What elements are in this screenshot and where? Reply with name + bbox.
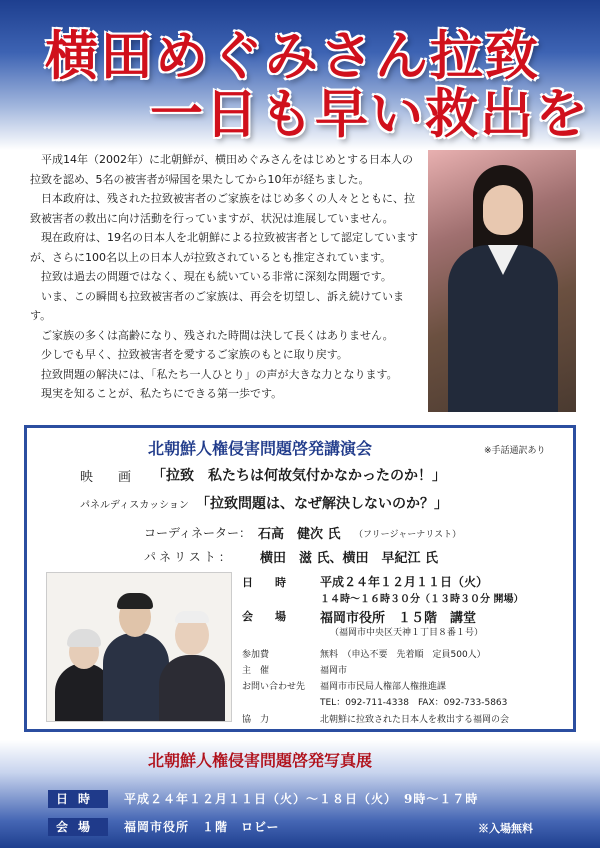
exhibit-venue-value: 福岡市役所 １階 ロビー [124, 820, 280, 834]
panelist-names: 横田 滋 氏、横田 早紀江 氏 [260, 551, 439, 566]
title-line-1: 横田めぐみさん拉致 [45, 25, 540, 87]
coop-label: 協 力 [242, 715, 270, 725]
paragraph: ご家族の多くは高齢になり、残された時間は決して長くはありません。 [41, 328, 394, 342]
panel-label: パネルディスカッション [80, 500, 189, 511]
fee-value: 無料 （申込不要 先着順 定員500人） [320, 650, 486, 660]
paragraph: 日本政府は、残された拉致被害者のご家族をはじめ多くの人々とともに、拉致被害者の救出に向け活動を行っていますが、状況は進展していません。 [30, 192, 415, 225]
paragraph: 現実を知ることが、私たちにできる第一歩です。 [41, 387, 283, 400]
exhibit-venue-tag: 会場 [48, 818, 108, 836]
coordinator-name: 石高 健次 氏 [258, 527, 341, 542]
panelists-photo [46, 572, 232, 722]
venue-address: （福岡市中央区天神１丁目８番１号） [330, 628, 484, 638]
photo-exhibit-title: 北朝鮮人権侵害問題啓発写真展 [148, 751, 373, 770]
time-value: １４時～１６時３０分（１３時３０分 開場） [320, 594, 524, 605]
panelist-label: パネリスト： [144, 550, 234, 564]
exhibit-date-value: 平成２４年１２月１１日（火）～１８日（火） 9時～１７時 [124, 792, 479, 806]
contact-label: お問い合わせ先 [242, 682, 306, 692]
paragraph: 平成14年（2002年）に北朝鮮が、横田めぐみさんをはじめとする日本人の拉致を認め、5名の被害者が帰国を果たしてから10年が経ちました。 [30, 153, 413, 186]
coordinator-note: （フリージャーナリスト） [354, 530, 462, 540]
paragraph: いま、この瞬間も拉致被害者のご家族は、再会を切望し、訴え続けています。 [30, 289, 404, 322]
date-value: 平成２４年１２月１１日（火） [320, 575, 489, 589]
panel-title: 「拉致問題は、なぜ解決しないのか？」 [196, 496, 448, 512]
portrait-photo [428, 150, 576, 412]
movie-title: 「拉致 私たちは何故気付かなかったのか！」 [152, 468, 446, 484]
contact-value: 福岡市市民局人権部人権推進課 [320, 682, 447, 692]
venue-value: 福岡市役所 １５階 講堂 [320, 611, 477, 626]
host-value: 福岡市 [320, 666, 348, 676]
movie-label: 映 画 [80, 470, 138, 485]
venue-label: 会 場 [242, 610, 286, 623]
host-label: 主 催 [242, 666, 270, 676]
paragraph: 少しでも早く、拉致被害者を愛するご家族のもとに取り戻す。 [41, 348, 348, 361]
fee-label: 参加費 [242, 650, 270, 660]
paragraph: 現在政府は、19名の日本人を北朝鮮による拉致被害者として認定していますが、さらに100名以上の日本人が拉致されているとも推定されています。 [30, 231, 418, 264]
sign-language-note: ※手話通訳あり [484, 446, 546, 456]
paragraph: 拉致は過去の問題ではなく、現在も続いている非常に深刻な問題です。 [41, 270, 392, 283]
coordinator-label: コーディネーター： [144, 526, 252, 540]
date-label: 日 時 [242, 576, 286, 589]
contact-phone: TEL：092-711-4338 FAX：092-733-5863 [320, 698, 508, 708]
lecture-title: 北朝鮮人権侵害問題啓発講演会 [148, 439, 373, 458]
free-admission-note: ※入場無料 [478, 822, 533, 835]
exhibit-date-tag: 日時 [48, 790, 108, 808]
title-line-2: 一日も早い救出を [150, 83, 590, 145]
paragraph: 拉致問題の解決には、「私たち一人ひとり」の声が大きな力となります。 [41, 367, 398, 381]
coop-value: 北朝鮮に拉致された日本人を救出する福岡の会 [320, 715, 510, 725]
intro-text [30, 150, 422, 404]
